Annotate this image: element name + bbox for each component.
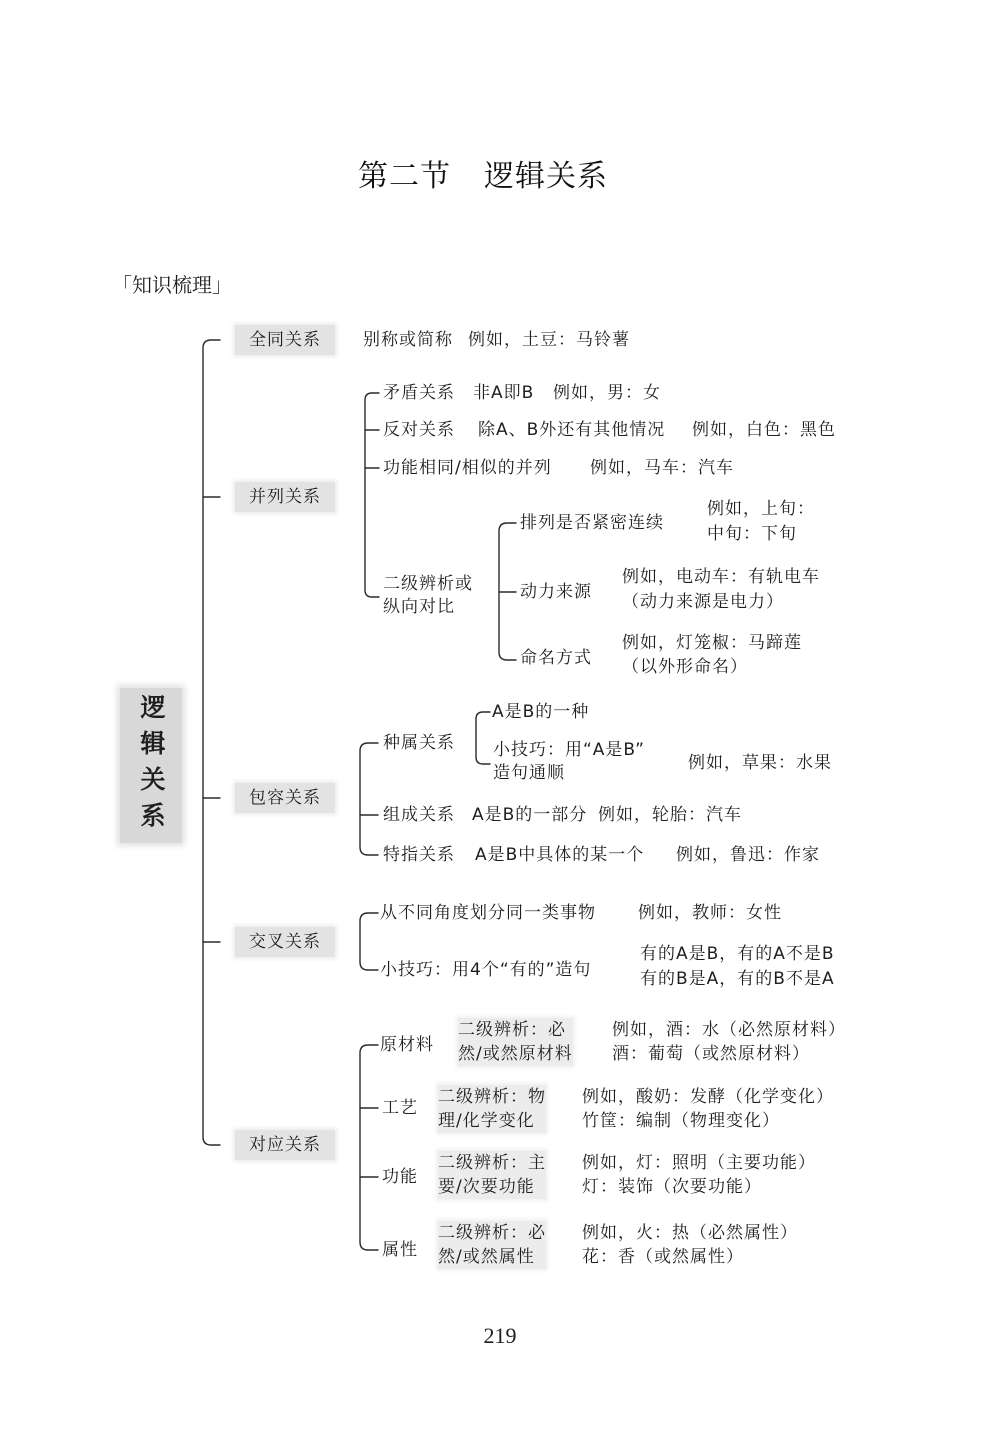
secondary-item-example [622,631,802,679]
text-line: 例如，酒：水（必然原材料） [612,1020,846,1040]
secondary-item-example [707,497,815,547]
baorong-bracket [360,743,378,855]
binglie-item-desc: 非A即B [473,383,535,403]
root-label: 逻辑关系 [137,693,166,838]
text-line: 灯：装饰（次要功能） [582,1177,762,1197]
text-line: 二级辨析：主 [438,1153,546,1173]
text-line: 例如，酸奶：发酵（化学变化） [582,1087,834,1107]
text-line: 竹筐：编制（物理变化） [582,1111,780,1131]
mindmap-root [120,688,182,843]
duiying-item-analysis [438,1085,546,1133]
text-line: 例如，上旬： [707,499,815,519]
text-line: 酒：葡萄（或然原材料） [612,1044,810,1064]
branch-label-baorong: 包容关系 [235,783,335,813]
branch-label-jiaocha: 交叉关系 [235,927,335,957]
text-line: 然/或然属性 [438,1247,535,1267]
quantong-example: 例如，土豆：马铃薯 [468,330,630,350]
secondary-item-name: 动力来源 [520,582,592,602]
secondary-item-example [622,565,820,615]
text-line: 中旬：下旬 [707,524,797,544]
branch-label-quantong: 全同关系 [235,325,335,355]
text-line: 二级辨析：物 [438,1087,546,1107]
duiying-item-analysis [458,1018,573,1066]
text-line: 造句通顺 [493,763,565,783]
text-line: 例如，电动车：有轨电车 [622,567,820,587]
binglie-bracket [365,393,379,597]
text-line: 有的A是B，有的A不是B [640,944,835,964]
zhongshu-name: 种属关系 [383,733,455,753]
binglie-item-desc: 除A、B外还有其他情况 [478,420,666,440]
binglie-item-name: 功能相同/相似的并列 [383,458,552,478]
section-title: 逻辑关系 [484,159,608,194]
duiying-item-name: 工艺 [382,1098,418,1118]
baorong-item-name: 特指关系 [383,845,455,865]
text-line: 有的B是A，有的B不是A [640,969,835,989]
duiying-item-name: 属性 [382,1240,418,1260]
jiaocha-item-name: 小技巧：用4个“有的”造句 [380,960,592,980]
baorong-item-example: 例如，轮胎：汽车 [598,805,742,825]
branch-label-binglie: 并列关系 [235,482,335,512]
binglie-item-name: 矛盾关系 [383,383,455,403]
text-line: 花：香（或然属性） [582,1247,744,1267]
text-line: （以外形命名） [622,657,748,677]
secondary-item-name: 命名方式 [520,648,592,668]
duiying-item-example [582,1085,834,1133]
branch-label-duiying: 对应关系 [235,1130,335,1160]
jiaocha-item-name: 从不同角度划分同一类事物 [380,903,596,923]
binglie-item-example: 例如，马车：汽车 [590,458,734,478]
zhongshu-point: A是B的一种 [492,702,590,722]
duiying-item-analysis [438,1221,546,1269]
section-number: 第二节 [358,159,451,194]
duiying-bracket [360,1045,378,1250]
page-number: 219 [483,1323,517,1348]
secondary-item-name: 排列是否紧密连续 [520,513,664,533]
baorong-item-desc: A是B的一部分 [472,805,588,825]
baorong-item-example: 例如，鲁迅：作家 [676,845,820,865]
text-line: 例如，灯：照明（主要功能） [582,1153,816,1173]
binglie-item-example: 例如，男：女 [553,383,661,403]
text-line: 然/或然原材料 [458,1044,573,1064]
jiaocha-item-example: 例如，教师：女性 [638,903,782,923]
text-line: 理/化学变化 [438,1111,535,1131]
zhongshu-example: 例如，草果：水果 [688,753,832,773]
text-line: 小技巧：用“A是B” [493,740,645,760]
binglie-item-example: 例如，白色：黑色 [692,420,836,440]
baorong-item-name: 组成关系 [383,805,455,825]
text-line: 二级辨析：必 [458,1020,566,1040]
duiying-item-name: 原材料 [380,1035,434,1055]
duiying-item-example [612,1018,846,1066]
baorong-item-desc: A是B中具体的某一个 [475,845,645,865]
text-line: 例如，火：热（必然属性） [582,1223,798,1243]
knowledge-summary-header: 「知识梳理」 [112,273,232,297]
duiying-item-example [582,1151,816,1199]
text-line: （动力来源是电力） [622,592,784,612]
zhongshu-bracket [476,712,490,764]
text-line: 二级辨析或 [383,574,473,594]
secondary-analysis-label [383,573,473,619]
text-line: 要/次要功能 [438,1177,535,1197]
text-line: 纵向对比 [383,597,455,617]
text-line: 二级辨析：必 [438,1223,546,1243]
duiying-item-analysis [438,1151,546,1199]
zhongshu-tip [493,739,645,785]
binglie-item-name: 反对关系 [383,420,455,440]
main-spine [203,340,220,1145]
text-line: 例如，灯笼椒：马蹄莲 [622,633,802,653]
duiying-item-name: 功能 [382,1167,418,1187]
duiying-item-example [582,1221,798,1269]
quantong-desc: 别称或简称 [363,330,453,350]
jiaocha-item-example [640,942,835,992]
jiaocha-bracket [360,913,378,970]
